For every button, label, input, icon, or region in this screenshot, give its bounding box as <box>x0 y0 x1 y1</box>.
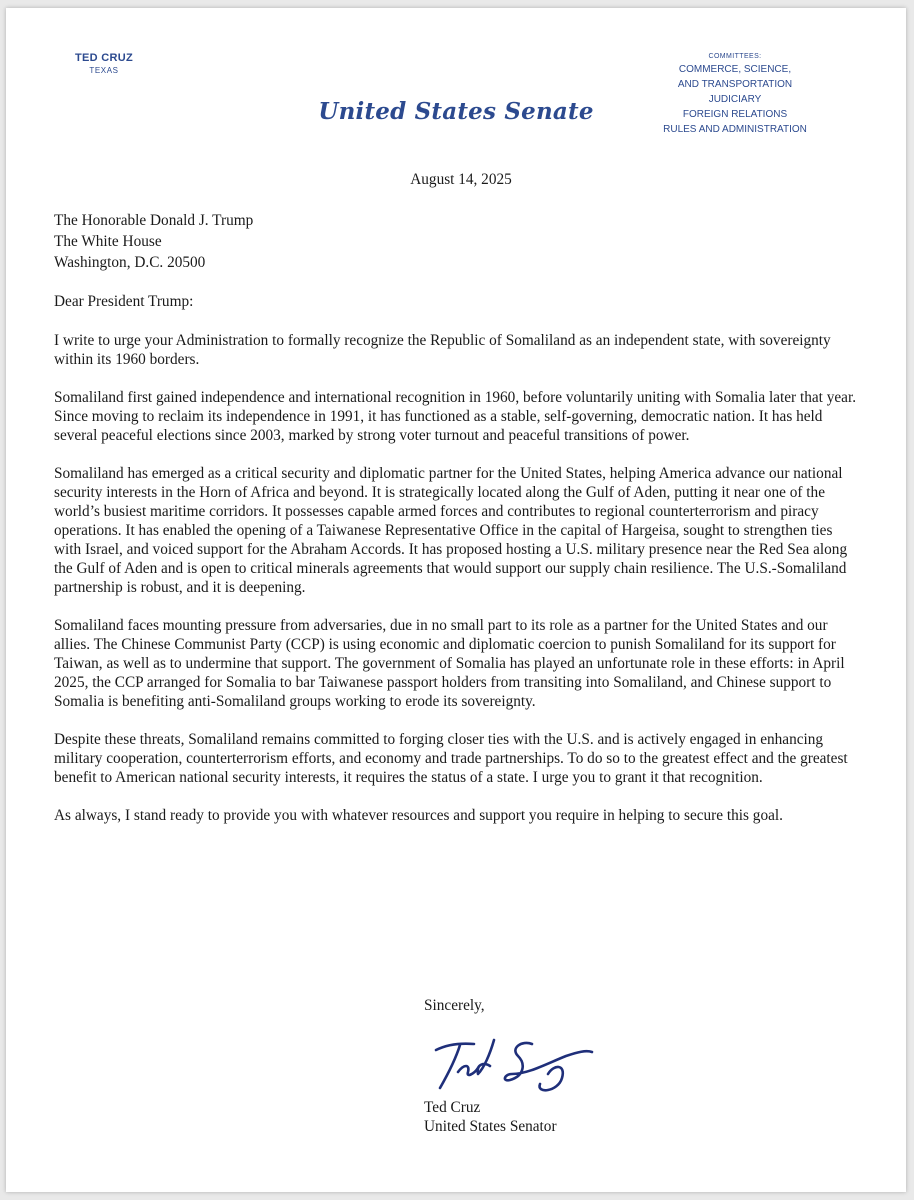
signer-name: Ted Cruz <box>424 1099 481 1116</box>
letter-date: August 14, 2025 <box>410 171 512 188</box>
committee-item: RULES AND ADMINISTRATION <box>663 124 807 135</box>
letter-body <box>54 170 860 844</box>
salutation: Dear President Trump: <box>54 293 194 310</box>
committee-item: AND TRANSPORTATION <box>677 79 793 90</box>
committees-list <box>650 52 820 137</box>
handwritten-signature <box>428 1034 598 1098</box>
body-paragraph: I write to urge your Administration to formally recognize the Republic of Somaliland as an independent state, with sovereignty within its 1960 borders. <box>54 332 831 368</box>
body-paragraph: As always, I stand ready to provide you with whatever resources and support you require in helping to secure this goal. <box>54 807 783 824</box>
body-paragraph: Despite these threats, Somaliland remains committed to forging closer ties with the U.S. and is actively engaged in enhancing military cooperation, counterterrorism efforts, and economy and trade partnerships. To do so to the greatest effect and the greatest benefit to American national security interests, it requires the status of a state. I urge you to grant it that recognition. <box>54 731 848 786</box>
recipient-line: The Honorable Donald J. Trump <box>54 212 254 229</box>
signer-title: United States Senator <box>424 1118 557 1135</box>
committee-item: COMMERCE, SCIENCE, <box>678 64 792 75</box>
recipient-address <box>54 210 860 273</box>
closing: Sincerely, <box>424 997 485 1014</box>
recipient-line: The White House <box>54 233 162 250</box>
body-paragraph: Somaliland first gained independence and international recognition in 1960, before voluntarily uniting with Somalia later that year. Since moving to reclaim its independence in 1991, it has functioned as a stable, self-governing, democratic nation. It has held several peaceful elections since 2003, marked by strong voter turnout and peaceful transitions of power. <box>54 389 857 444</box>
sender-state: TEXAS <box>89 66 119 75</box>
body-paragraph: Somaliland has emerged as a critical security and diplomatic partner for the United States, helping America advance our national security interests in the Horn of Africa and beyond. It is strategically located along the Gulf of Aden, putting it near one of the world’s busiest maritime corridors. It possesses capable armed forces and contributes to regional counterterrorism and piracy operations. It has enabled the opening of a Taiwanese Representative Office in the capital of Hargeisa, sought to strengthen ties with Israel, and voiced support for the Abraham Accords. It has proposed hosting a U.S. military presence near the Red Sea along the Gulf of Aden and is open to critical minerals agreements that would support our supply chain resilience. The U.S.-Somaliland partnership is robust, and it is deepening. <box>54 465 848 596</box>
committee-item: JUDICIARY <box>708 94 762 105</box>
sender-name: TED CRUZ <box>74 52 133 64</box>
body-paragraph: Somaliland faces mounting pressure from adversaries, due in no small part to its role as a partner for the United States and our allies. The Chinese Communist Party (CCP) is using economic and diplomatic coercion to punish Somaliland for its support for Taiwan, as well as to undermine that support. The government of Somalia has played an unfortunate role in these efforts: in April 2025, the CCP arranged for Somalia to bar Taiwanese passport holders from transiting into Somaliland, and Chinese support to Somalia is benefiting anti-Somaliland groups working to erode its sovereignty. <box>54 617 845 710</box>
recipient-line: Washington, D.C. 20500 <box>54 254 206 271</box>
sender-block <box>64 52 144 75</box>
letter-page <box>6 8 906 1192</box>
committees-label: COMMITTEES: <box>708 53 762 60</box>
signer-block <box>424 1098 557 1136</box>
committee-item: FOREIGN RELATIONS <box>682 109 788 120</box>
senate-letterhead-title: United States Senate <box>318 98 594 125</box>
